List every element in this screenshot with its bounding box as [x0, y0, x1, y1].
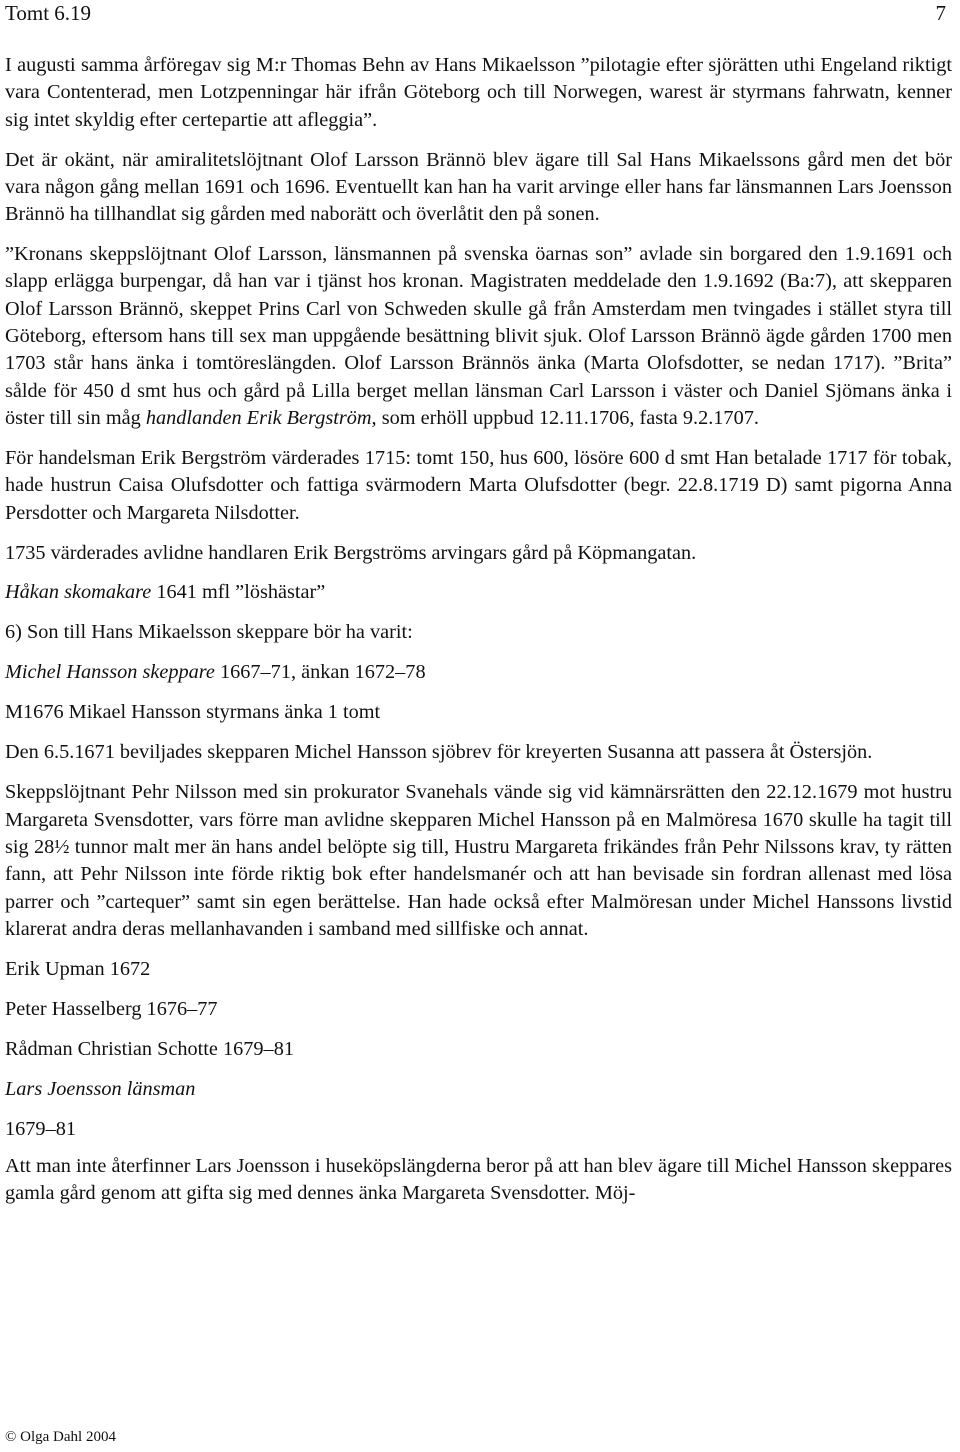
paragraph [5, 739, 952, 766]
paragraph [5, 241, 952, 432]
text-run: 6) Son till Hans Mikaelsson skeppare bör ha varit: [5, 621, 413, 644]
paragraph [5, 540, 952, 567]
text-run: 1735 värderades avlidne handlaren Erik Bergströms arvingars gård på Köpmangatan. [5, 541, 697, 564]
text-run: Erik Upman 1672 [5, 957, 151, 980]
text-run: 1667–71, änkan 1672–78 [214, 661, 426, 684]
paragraph [5, 52, 952, 134]
document-body [5, 52, 952, 1208]
paragraph [5, 699, 952, 726]
text-run: , som erhöll uppbud 12.11.1706, fasta 9.2.1707. [371, 406, 759, 429]
text-run: 1679–81 [5, 1117, 76, 1140]
text-run: 1641 mfl ”löshästar” [151, 581, 326, 604]
italic-text-run: handlanden Erik Bergström [145, 406, 372, 429]
paragraph [5, 445, 952, 527]
page-number: 7 [935, 1, 946, 25]
page-header [5, 0, 952, 34]
text-run: För handelsman Erik Bergström värderades 1715: tomt 150, hus 600, lösöre 600 d smt Han betalade 1717 för tobak, hade hustrun Caisa Olufsdotter och fattiga svärmodern Marta Olufsdotter (begr. 22.8.1719 D) samt pigorna Anna Persdotter och Margareta Nilsdotter. [5, 446, 952, 524]
text-run: M1676 Mikael Hansson styrmans änka 1 tomt [5, 701, 381, 724]
text-run: Den 6.5.1671 beviljades skepparen Michel Hansson sjöbrev för kreyerten Susanna att passera åt Östersjön. [5, 741, 873, 764]
paragraph [5, 996, 952, 1023]
paragraph [5, 1116, 952, 1143]
paragraph [5, 579, 952, 606]
text-run: Att man inte återfinner Lars Joensson i huseköpslängderna beror på att han blev ägare till Michel Hansson skeppares gamla gård genom att gifta sig med dennes änka Margareta Svensdotter. Möj- [5, 1155, 952, 1205]
paragraph [5, 779, 952, 943]
text-run: ”Kronans skeppslöjtnant Olof Larsson, länsmannen på svenska öarnas son” avlade sin borgared den 1.9.1691 och slapp erlägga burpengar, då han var i tjänst hos kronan. Magistraten meddelade den 1.9.1692 (Ba:7), att skepparen Olof Larsson Brännö, skeppet Prins Carl von Schweden skulle gå från Amsterdam men tvingades i stället styra till Göteborg, eftersom hans till sex man uppgående besättning blivit sjuk. Olof Larsson Brännö ägde gården 1700 men 1703 står hans änka i tomtöreslängden. Olof Larsson Brännös änka (Marta Olofsdotter, se nedan 1717). ”Brita” sålde för 450 d smt hus och gård på Lilla berget mellan länsman Carl Larsson i väster och Daniel Sjömans änka i öster till sin måg [5, 243, 952, 429]
text-run: Det är okänt, när amiralitetslöjtnant Olof Larsson Brännö blev ägare till Sal Hans Mikaelssons gård men det bör vara någon gång mellan 1691 och 1696. Eventuellt kan han ha varit arvinge eller hans far länsmannen Lars Joensson Brännö ha tillhandlat sig gården med naborätt och överlåtit den på sonen. [5, 148, 952, 226]
paragraph [5, 147, 952, 229]
paragraph [5, 1076, 952, 1103]
text-run: Skeppslöjtnant Pehr Nilsson med sin prokurator Svanehals vände sig vid kämnärsrätten den 22.12.1679 mot hustru Margareta Svensdotter, vars förre man avlidne skepparen Michel Hansson på en Malmöresa 1670 skulle ha tagit till sig 28½ tunnor malt mer än hans andel belöpte sig till, Hustru Margareta frikändes från Pehr Nilssons krav, ty rätten fann, att Pehr Nilsson inte förde riktig bok efter handelsmanér och att han bevisade sin fordran allenast med lösa parrer och ”cartequer” samt sin egen berättelse. Han hade också efter Malmöresan under Michel Hanssons livstid klarerat andra deras mellanhavanden i samband med sillfiske och annat. [5, 781, 952, 940]
italic-text-run: Michel Hansson skeppare [5, 661, 215, 684]
volume-label: Tomt 6.19 [5, 1, 92, 25]
italic-text-run: Lars Joensson länsman [5, 1077, 196, 1100]
paragraph [5, 956, 952, 983]
text-run: Rådman Christian Schotte 1679–81 [5, 1037, 294, 1060]
copyright-footer: © Olga Dahl 2004 [5, 1429, 116, 1445]
paragraph [5, 1153, 952, 1208]
paragraph [5, 659, 952, 686]
italic-text-run: Håkan skomakare [5, 581, 152, 604]
text-run: Peter Hasselberg 1676–77 [5, 997, 218, 1020]
paragraph [5, 619, 952, 646]
text-run: I augusti samma årföregav sig M:r Thomas Behn av Hans Mikaelsson ”pilotagie efter sjörätten uthi Engeland riktigt vara Contenterad, men Lotzpenningar här ifrån Göteborg och till Norwegen, warest är styrmans fahrwatn, kenner sig intet skyldig efter certepartie att afleggia”. [5, 54, 952, 131]
paragraph [5, 1036, 952, 1063]
